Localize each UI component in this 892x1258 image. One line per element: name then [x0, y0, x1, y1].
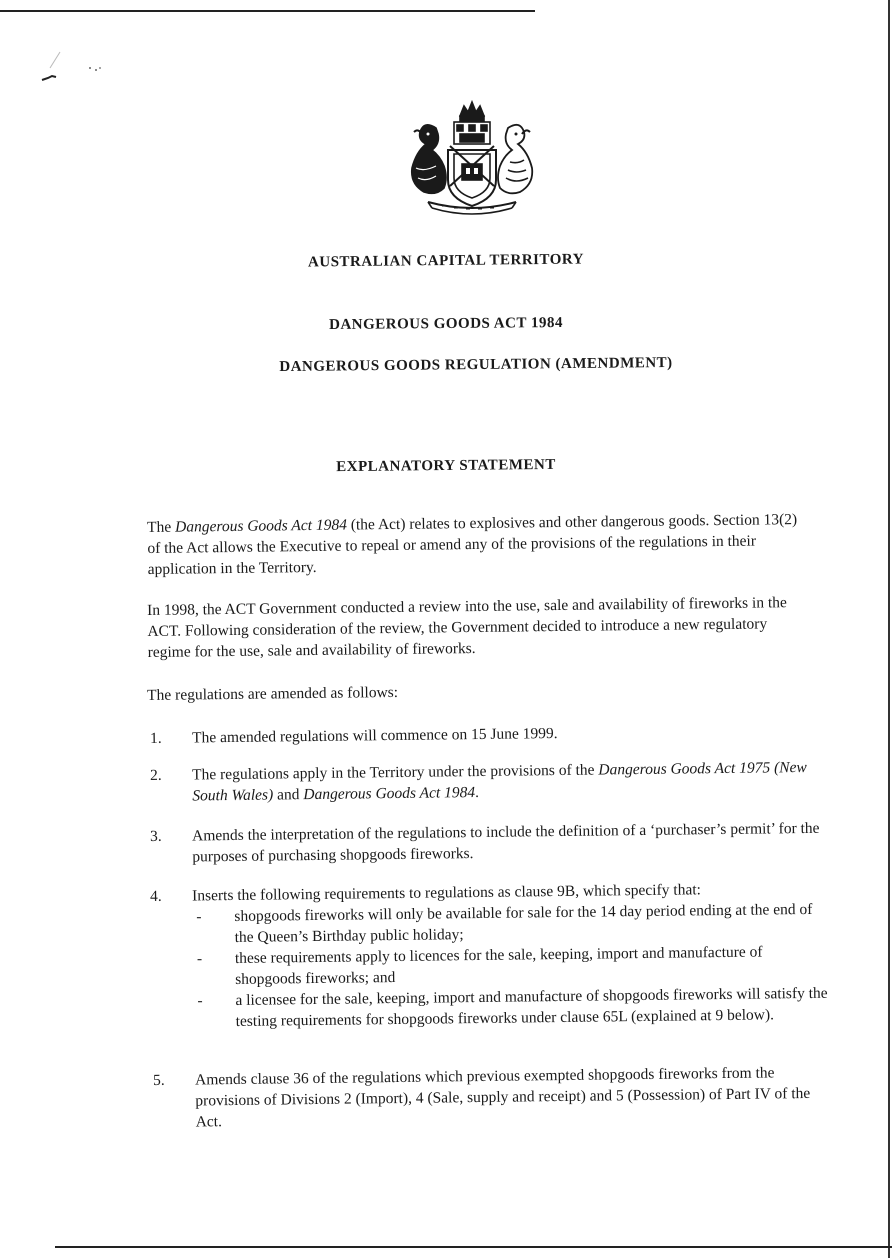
intro-p1-pre: The: [147, 518, 176, 536]
scan-edge-top: [0, 10, 535, 12]
statement-title: EXPLANATORY STATEMENT: [336, 456, 556, 476]
item-number: 2.: [150, 766, 162, 784]
act-title: DANGEROUS GOODS ACT 1984: [329, 314, 563, 334]
item-text: Amends clause 36 of the regulations which previous exempted shopgoods fireworks from the provisions of Divisions 2 (Import), 4 (Sale, supply and receipt) and 5 (Possession) of Part IV of the Act.: [195, 1064, 811, 1131]
scan-edge-right: [888, 0, 890, 1258]
list-item: [153, 1062, 834, 1133]
sub-item-text: these requirements apply to licences for the sale, keeping, import and manufacture of shopgoods fireworks; and: [234, 943, 763, 988]
sub-list-item: [193, 983, 831, 1033]
item-text: [192, 757, 830, 807]
regulation-title: DANGEROUS GOODS REGULATION (AMENDMENT): [279, 354, 673, 376]
item-2-act1: Dangerous Goods Act 1975 (New South Wales): [192, 758, 807, 805]
intro-p1-post: (the Act) relates to explosives and other dangerous goods. Section 13(2) of the Act allows the Executive to repeal or amend any of the provisions of the regulations in their application in the Territory.: [147, 511, 798, 578]
coat-of-arms-icon: [402, 98, 542, 220]
item-2-mid: and: [273, 786, 304, 804]
scan-edge-bottom: [55, 1246, 892, 1248]
list-item: [150, 757, 830, 807]
list-item: [150, 720, 830, 749]
list-item: [150, 818, 830, 868]
item-number: 4.: [150, 887, 162, 905]
item-text: Amends the interpretation of the regulations to include the definition of a ‘purchaser’s permit’ for the purposes of purchasing shopgoods fireworks.: [192, 819, 820, 866]
item-2-act2: Dangerous Goods Act 1984: [303, 784, 476, 804]
sub-item-text: a licensee for the sale, keeping, import and manufacture of shopgoods fireworks will satisfy the testing requirements for shopgoods fireworks under clause 65L (explained at 9 below).: [235, 984, 828, 1030]
scan-specks: [38, 50, 118, 90]
item-4-intro: Inserts the following requirements to regulations as clause 9B, which specify that:: [192, 881, 701, 905]
dash-bullet: -: [196, 950, 203, 968]
item-number: 3.: [150, 827, 162, 845]
list-item: [150, 878, 832, 1033]
sub-item-text: shopgoods fireworks will only be available for sale for the 14 day period ending at the end of the Queen’s Birthday public holiday;: [234, 900, 813, 946]
territory-heading: AUSTRALIAN CAPITAL TERRITORY: [307, 251, 585, 271]
item-number: 1.: [150, 729, 162, 747]
item-2-pre: The regulations apply in the Territory under the provisions of the: [192, 761, 599, 784]
item-2-post: .: [475, 783, 480, 802]
item-text: [192, 878, 832, 1033]
intro-p1-act: Dangerous Goods Act 1984: [175, 516, 347, 536]
dash-bullet: -: [197, 992, 203, 1010]
intro-paragraph-2: In 1998, the ACT Government conducted a review into the use, sale and availability of fireworks in the ACT. Following consideration of the review, the Government decided to introduce a new regulatory regime for the use, sale and availability of fireworks.: [147, 594, 787, 661]
item-text: The amended regulations will commence on 15 June 1999.: [192, 725, 558, 747]
intro-paragraph-1: [147, 509, 808, 580]
intro-paragraph-3: The regulations are amended as follows:: [147, 683, 399, 704]
dash-bullet: -: [196, 908, 202, 926]
item-number: 5.: [153, 1071, 165, 1089]
